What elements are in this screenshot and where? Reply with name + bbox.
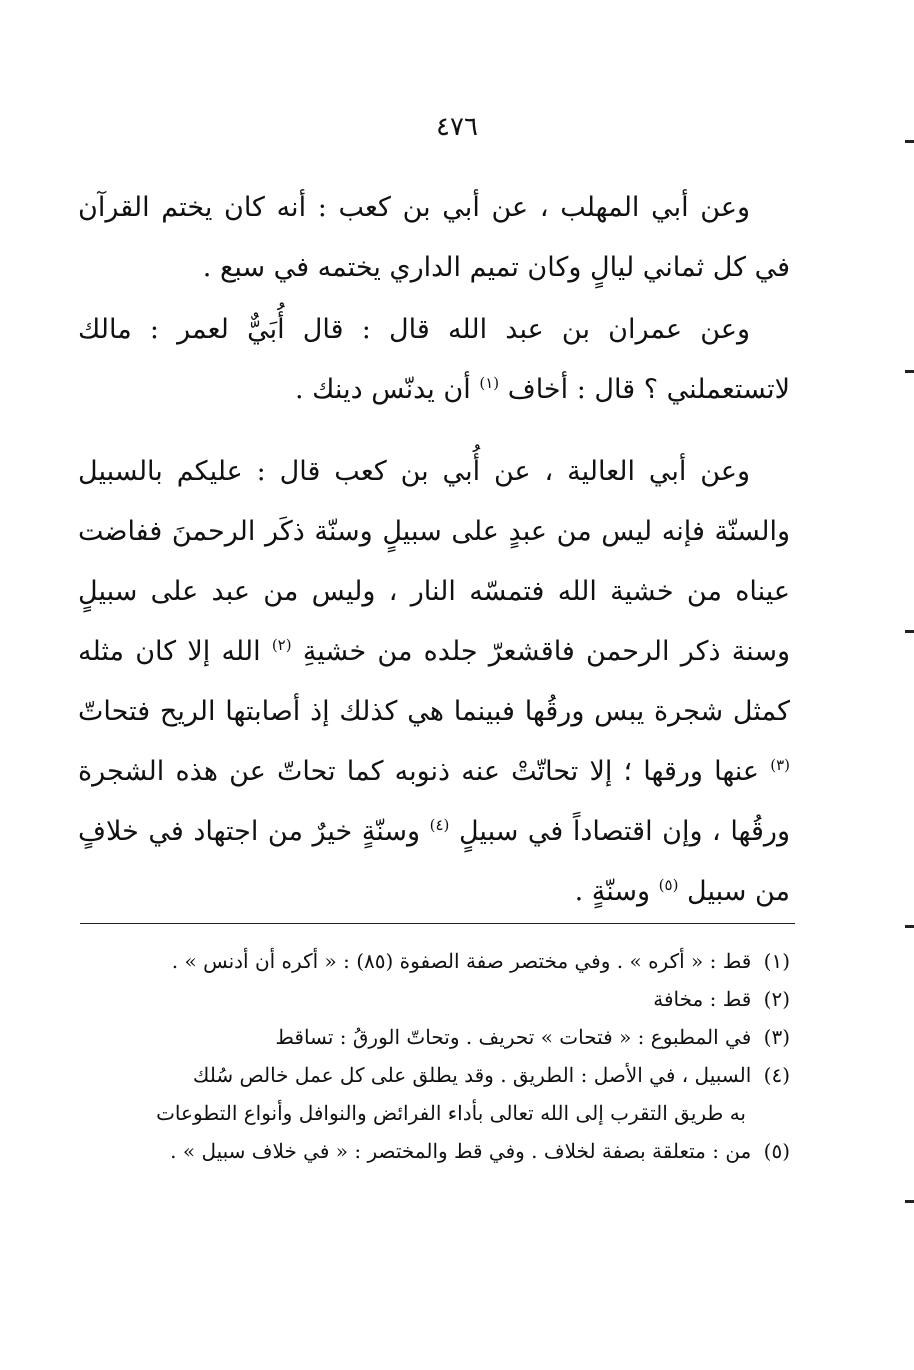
margin-tick bbox=[905, 630, 914, 633]
footnote-text: به طريق التقرب إلى الله تعالى بأداء الفرائض والنوافل وأنواع التطوعات bbox=[156, 1101, 746, 1125]
main-text bbox=[78, 178, 790, 922]
footnote-text: قط : « أكره » . وفي مختصر صفة الصفوة (٨٥) : « أكره أن أدنس » . bbox=[171, 949, 752, 973]
margin-tick bbox=[905, 140, 914, 143]
paragraph-text: الله إلا كان مثله كمثل شجرة يبس ورقُها فبينما هي كذلك إذ أصابتها الريح فتحاتّ bbox=[78, 636, 790, 727]
page-number: ٤٧٦ bbox=[436, 112, 478, 142]
footnote-ref-1: (١) bbox=[479, 374, 500, 392]
footnote-1 bbox=[70, 942, 790, 980]
paragraph-text: وسنّةٍ . bbox=[574, 876, 651, 907]
footnote-number: (٤) bbox=[763, 1063, 790, 1087]
footnote-4 bbox=[70, 1056, 790, 1094]
footnote-divider bbox=[80, 923, 795, 924]
paragraph-text: وعن أبي العالية ، عن أُبي بن كعب قال : عليكم بالسبيل والسنّة فإنه ليس من عبدٍ على سبيلٍ وسنّة ذكَر الرحمنَ ففاضت عيناه من خشية الله فتمسّه النار ، وليس من عبد على سبيلٍ وسنة ذكر الرحمن فاقشعرّ جلده من خشيةِ bbox=[78, 456, 790, 667]
margin-tick bbox=[905, 370, 914, 373]
margin-tick bbox=[905, 1200, 914, 1203]
footnote-text: السبيل ، في الأصل : الطريق . وقد يطلق على كل عمل خالص سُلك bbox=[192, 1063, 752, 1087]
paragraph-1 bbox=[78, 178, 790, 298]
footnotes bbox=[70, 942, 790, 1170]
footnote-text: قط : مخافة bbox=[653, 987, 752, 1011]
footnote-5 bbox=[70, 1132, 790, 1170]
paragraph-3 bbox=[78, 442, 790, 922]
footnote-ref-2: (٢) bbox=[271, 636, 292, 654]
footnote-3 bbox=[70, 1018, 790, 1056]
footnote-number: (٣) bbox=[763, 1025, 790, 1049]
paragraph-text: وعن أبي المهلب ، عن أبي بن كعب : أنه كان يختم القرآن في كل ثماني ليالٍ وكان تميم الداري يختمه في سبع . bbox=[78, 192, 790, 283]
footnote-ref-5: (٥) bbox=[658, 876, 679, 894]
footnote-2 bbox=[70, 980, 790, 1018]
footnote-number: (٢) bbox=[763, 987, 790, 1011]
margin-tick bbox=[905, 925, 914, 928]
paragraph-text: وسنّةٍ خيرٌ من اجتهاد في خلافٍ من سبيل bbox=[78, 816, 790, 907]
footnote-number: (١) bbox=[763, 949, 790, 973]
paragraph-text: أن يدنّس دينك . bbox=[295, 374, 471, 405]
paragraph-2 bbox=[78, 300, 790, 420]
footnote-number: (٥) bbox=[763, 1139, 790, 1163]
footnote-ref-3: (٣) bbox=[770, 756, 790, 774]
footnote-ref-4: (٤) bbox=[429, 816, 450, 834]
footnote-text: من : متعلقة بصفة لخلاف . وفي قط والمختصر : « في خلاف سبيل » . bbox=[170, 1139, 752, 1163]
footnote-4-continuation bbox=[70, 1094, 790, 1132]
paragraph-text: عنها ورقها ؛ إلا تحاتّتْ عنه ذنوبه كما تحاتّ عن هذه الشجرة ورقُها ، وإن اقتصاداً في سبيلٍ bbox=[78, 756, 790, 847]
paragraph-text: وعن عمران بن عبد الله قال : قال أُبَيٌّ لعمر : مالك لاتستعملني ؟ قال : أخاف bbox=[78, 314, 790, 405]
footnote-text: في المطبوع : « فتحات » تحريف . وتحاتّ الورقُ : تساقط bbox=[275, 1025, 752, 1049]
